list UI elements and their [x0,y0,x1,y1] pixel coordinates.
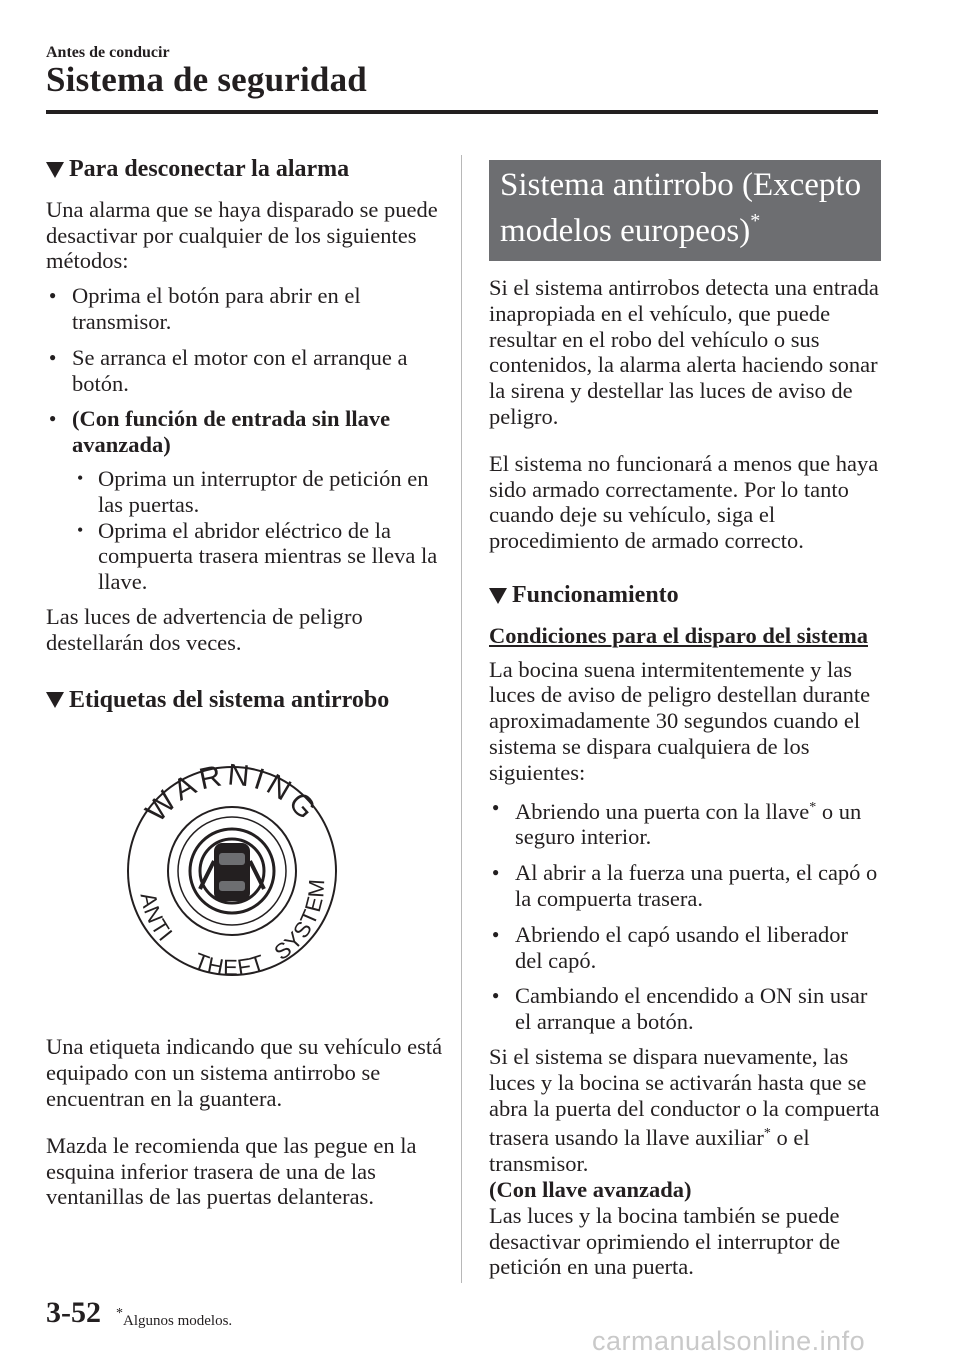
conditions-text: La bocina suena intermitentemente y las luces de aviso de peligro destellan durante aproximadamente 30 segundos cuando el sistema se dispara cualquiera de los siguientes: [489,656,871,785]
column-divider [461,155,462,1283]
conditions-list [489,795,881,1035]
car-icon [214,843,250,901]
label-warning-text: WARNING [139,758,325,829]
llave-avanzada-heading: (Con llave avanzada) [489,1176,692,1202]
intro-text: Una alarma que se haya disparado se puede desactivar por cualquier de los siguientes métodos: [46,196,438,274]
asterisk-icon: * [116,1306,123,1321]
triangle-down-icon [489,588,507,604]
watermark: carmanualsonline.info [592,1326,866,1356]
methods-list [46,283,446,458]
triangle-down-icon [46,692,64,708]
heading-funcionamiento: Funcionamiento [489,583,881,609]
heading-desconectar: Para desconectar la alarma [46,157,446,183]
label-anti-text: ANTI [135,890,179,947]
list-item: ● Se arranca el motor con el arranque a botón. [46,345,446,397]
triangle-down-icon [46,162,64,178]
anti-theft-label-graphic [124,743,340,983]
asterisk-icon: * [750,210,761,232]
etiqueta-text: Una etiqueta indicando que su vehículo está equipado con un sistema antirrobo se encuentran en la guantera. [46,1034,443,1111]
asterisk-icon: * [763,1126,771,1142]
section-label: Antes de conducir [46,44,170,61]
label-theft-text: THEFT [191,948,269,981]
left-column [46,157,446,1210]
sub-list-item: • Oprima un interruptor de petición en las puertas. [46,466,446,518]
page-number: 3-52 [46,1296,101,1329]
repeat-text: Si el sistema se dispara nuevamente, las luces y la bocina se activarán hasta que se abra la puerta del conductor o la compuerta trasera usando la llave auxiliar* o el transmisor. [489,1043,880,1177]
right-column [489,160,881,1280]
list-item: ● Al abrir a la fuerza una puerta, el capó o la compuerta trasera. [489,860,881,912]
header-rule [46,110,878,114]
list-item: ● Abriendo una puerta con la llave* o un seguro interior. [489,795,881,851]
section-title-box: Sistema antirrobo (Excepto modelos europeos)* [489,160,881,261]
llave-avanzada-text: Las luces y la bocina también se puede desactivar oprimiendo el interruptor de petición en una puerta. [489,1202,841,1280]
asterisk-icon: * [809,799,817,815]
list-item: ● Cambiando el encendido a ON sin usar el arranque a botón. [489,983,881,1035]
label-system-text: SYSTEM [269,877,330,966]
list-item: ● Abriendo el capó usando el liberador del capó. [489,922,881,974]
antirrobo-text: Si el sistema antirrobos detecta una entrada inapropiada en el vehículo, que puede resultar en el robo del vehículo o sus contenidos, la alarma alerta haciendo sonar la sirena y destellar las luces de aviso de peligro. [489,275,879,429]
armado-text: El sistema no funcionará a menos que haya sido armado correctamente. Por lo tanto cuando deje su vehículo, siga el procedimiento de armado correcto. [489,450,879,554]
sub-list [46,466,446,595]
page-title: Sistema de seguridad [46,60,367,99]
mazda-text: Mazda le recomienda que las pegue en la esquina inferior trasera de una de las ventanillas de las puertas delanteras. [46,1132,417,1210]
anti-theft-label [124,743,340,983]
luces-text: Las luces de advertencia de peligro destellarán dos veces. [46,603,363,655]
footnote: *Algunos modelos. [116,1306,233,1329]
heading-etiquetas: Etiquetas del sistema antirrobo [46,688,446,714]
list-item: ● (Con función de entrada sin llave avanzada) [46,406,446,458]
sub-list-item: • Oprima el abridor eléctrico de la compuerta trasera mientras se lleva la llave. [46,518,446,595]
list-item: ● Oprima el botón para abrir en el transmisor. [46,283,446,335]
conditions-heading: Condiciones para el disparo del sistema [489,622,868,648]
